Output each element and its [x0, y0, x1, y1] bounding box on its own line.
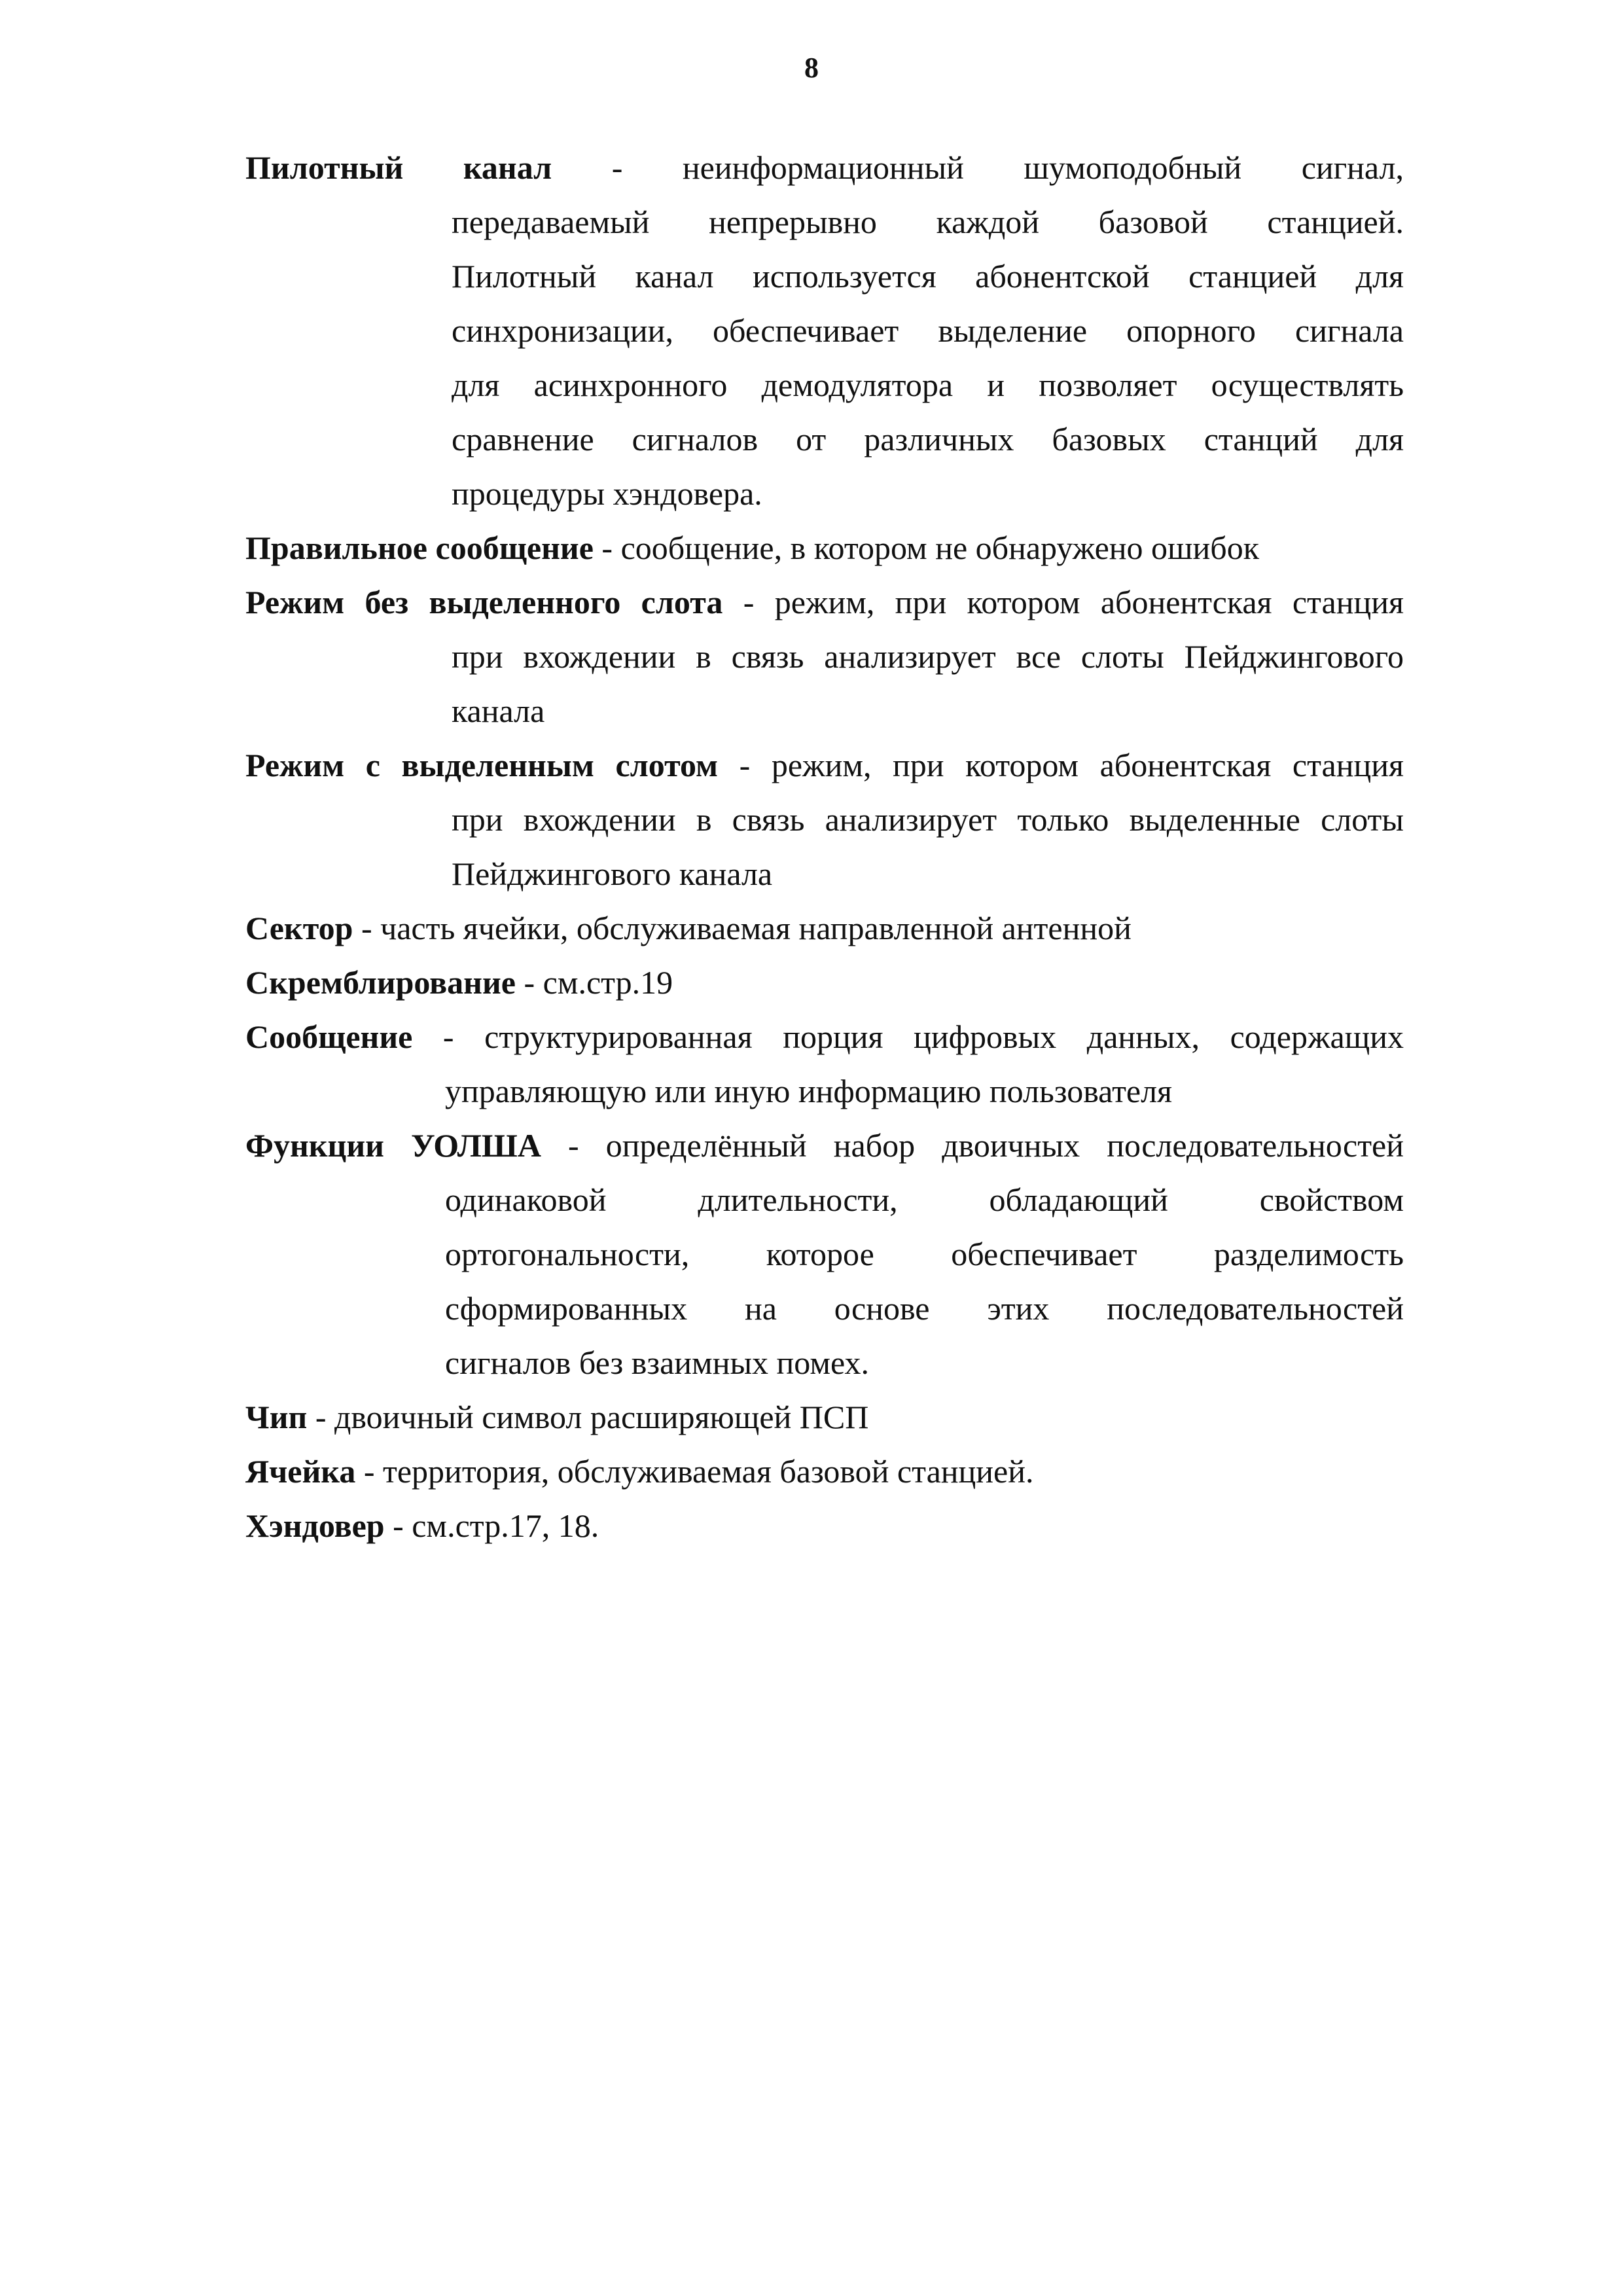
entry-term: Пилотный канал [245, 149, 552, 186]
glossary [245, 141, 1404, 1553]
entry-term: Чип [245, 1399, 308, 1435]
entry-first-line [245, 1119, 1404, 1173]
entry-separator: - [384, 1507, 412, 1544]
entry-definition-line: Пейджингового канала [452, 855, 773, 892]
entry-definition-line: см.стр.17, 18. [412, 1507, 599, 1544]
entry-definition-line: Пилотный канал используется абонентской станцией для [452, 258, 1404, 295]
entry-definition-line: ортогональности, которое обеспечивает разделимость [445, 1236, 1404, 1272]
entry-term: Ячейка [245, 1453, 356, 1490]
entry-separator: - [593, 529, 621, 566]
entry-definition-line: см.стр.19 [543, 964, 673, 1001]
entry-definition-line: сравнение сигналов от различных базовых станций для [452, 421, 1404, 457]
entry-definition-line: процедуры хэндовера. [452, 475, 762, 512]
entry-first-line [245, 956, 1404, 1010]
entry-term: Сообщение [245, 1018, 413, 1055]
entry-separator: - [718, 747, 772, 783]
entry-first-line [245, 521, 1404, 575]
entry-definition-line: определённый набор двоичных последовательностей [605, 1127, 1404, 1164]
entry-definition-line: сообщение, в котором не обнаружено ошибок [620, 529, 1260, 566]
entry-definition-line: при вхождении в связь анализирует только выделенные слоты [452, 801, 1404, 838]
glossary-entry [245, 738, 1404, 901]
entry-term: Сектор [245, 910, 353, 946]
entry-separator: - [412, 1018, 485, 1055]
entry-term: Правильное сообщение [245, 529, 594, 566]
entry-first-line [245, 738, 1404, 793]
entry-definition-line: двоичный символ расширяющей ПСП [334, 1399, 869, 1435]
entry-first-line [245, 1499, 1404, 1553]
entry-separator: - [353, 910, 381, 946]
entry-definition-line: неинформационный шумоподобный сигнал, [682, 149, 1404, 186]
entry-definition-line: для асинхронного демодулятора и позволяет осуществлять [452, 367, 1404, 403]
entry-first-line [245, 141, 1404, 195]
entry-definition-line: структурированная порция цифровых данных, содержащих [484, 1018, 1404, 1055]
glossary-entry [245, 1010, 1404, 1119]
glossary-entry [245, 1499, 1404, 1553]
entry-definition-line: сигналов без взаимных помех. [445, 1344, 870, 1381]
entry-separator: - [722, 584, 775, 620]
entry-separator: - [541, 1127, 606, 1164]
entry-term: Скремблирование [245, 964, 516, 1001]
glossary-entry [245, 1390, 1404, 1444]
entry-first-line [245, 901, 1404, 956]
glossary-entry [245, 956, 1404, 1010]
entry-first-line [245, 1010, 1404, 1064]
entry-separator: - [515, 964, 543, 1001]
entry-definition-line: управляющую или иную информацию пользователя [445, 1073, 1173, 1109]
glossary-entry [245, 1119, 1404, 1390]
entry-definition-line: при вхождении в связь анализирует все слоты Пейджингового [452, 638, 1404, 675]
glossary-entry [245, 901, 1404, 956]
entry-term: Хэндовер [245, 1507, 385, 1544]
entry-definition-line: часть ячейки, обслуживаемая направленной антенной [380, 910, 1132, 946]
entry-term: Режим без выделенного слота [245, 584, 723, 620]
entry-definition-line: канала [452, 692, 545, 729]
entry-separator: - [307, 1399, 334, 1435]
entry-definition-line: режим, при котором абонентская станция [774, 584, 1404, 620]
glossary-entry [245, 521, 1404, 575]
glossary-entry [245, 141, 1404, 521]
entry-separator: - [552, 149, 683, 186]
entry-first-line [245, 1390, 1404, 1444]
entry-term: Функции УОЛША [245, 1127, 541, 1164]
entry-term: Режим с выделенным слотом [245, 747, 719, 783]
entry-definition-line: режим, при котором абонентская станция [771, 747, 1404, 783]
entry-definition-line: сформированных на основе этих последовательностей [445, 1290, 1404, 1327]
entry-definition-line: передаваемый непрерывно каждой базовой станцией. [452, 204, 1404, 240]
entry-first-line [245, 575, 1404, 630]
glossary-entry [245, 1444, 1404, 1499]
page-number: 8 [804, 52, 819, 84]
entry-definition-line: синхронизации, обеспечивает выделение опорного сигнала [452, 312, 1404, 349]
entry-first-line [245, 1444, 1404, 1499]
entry-separator: - [355, 1453, 383, 1490]
entry-definition-line: одинаковой длительности, обладающий свойством [445, 1181, 1404, 1218]
glossary-entry [245, 575, 1404, 738]
entry-definition-line: территория, обслуживаемая базовой станцией. [383, 1453, 1034, 1490]
